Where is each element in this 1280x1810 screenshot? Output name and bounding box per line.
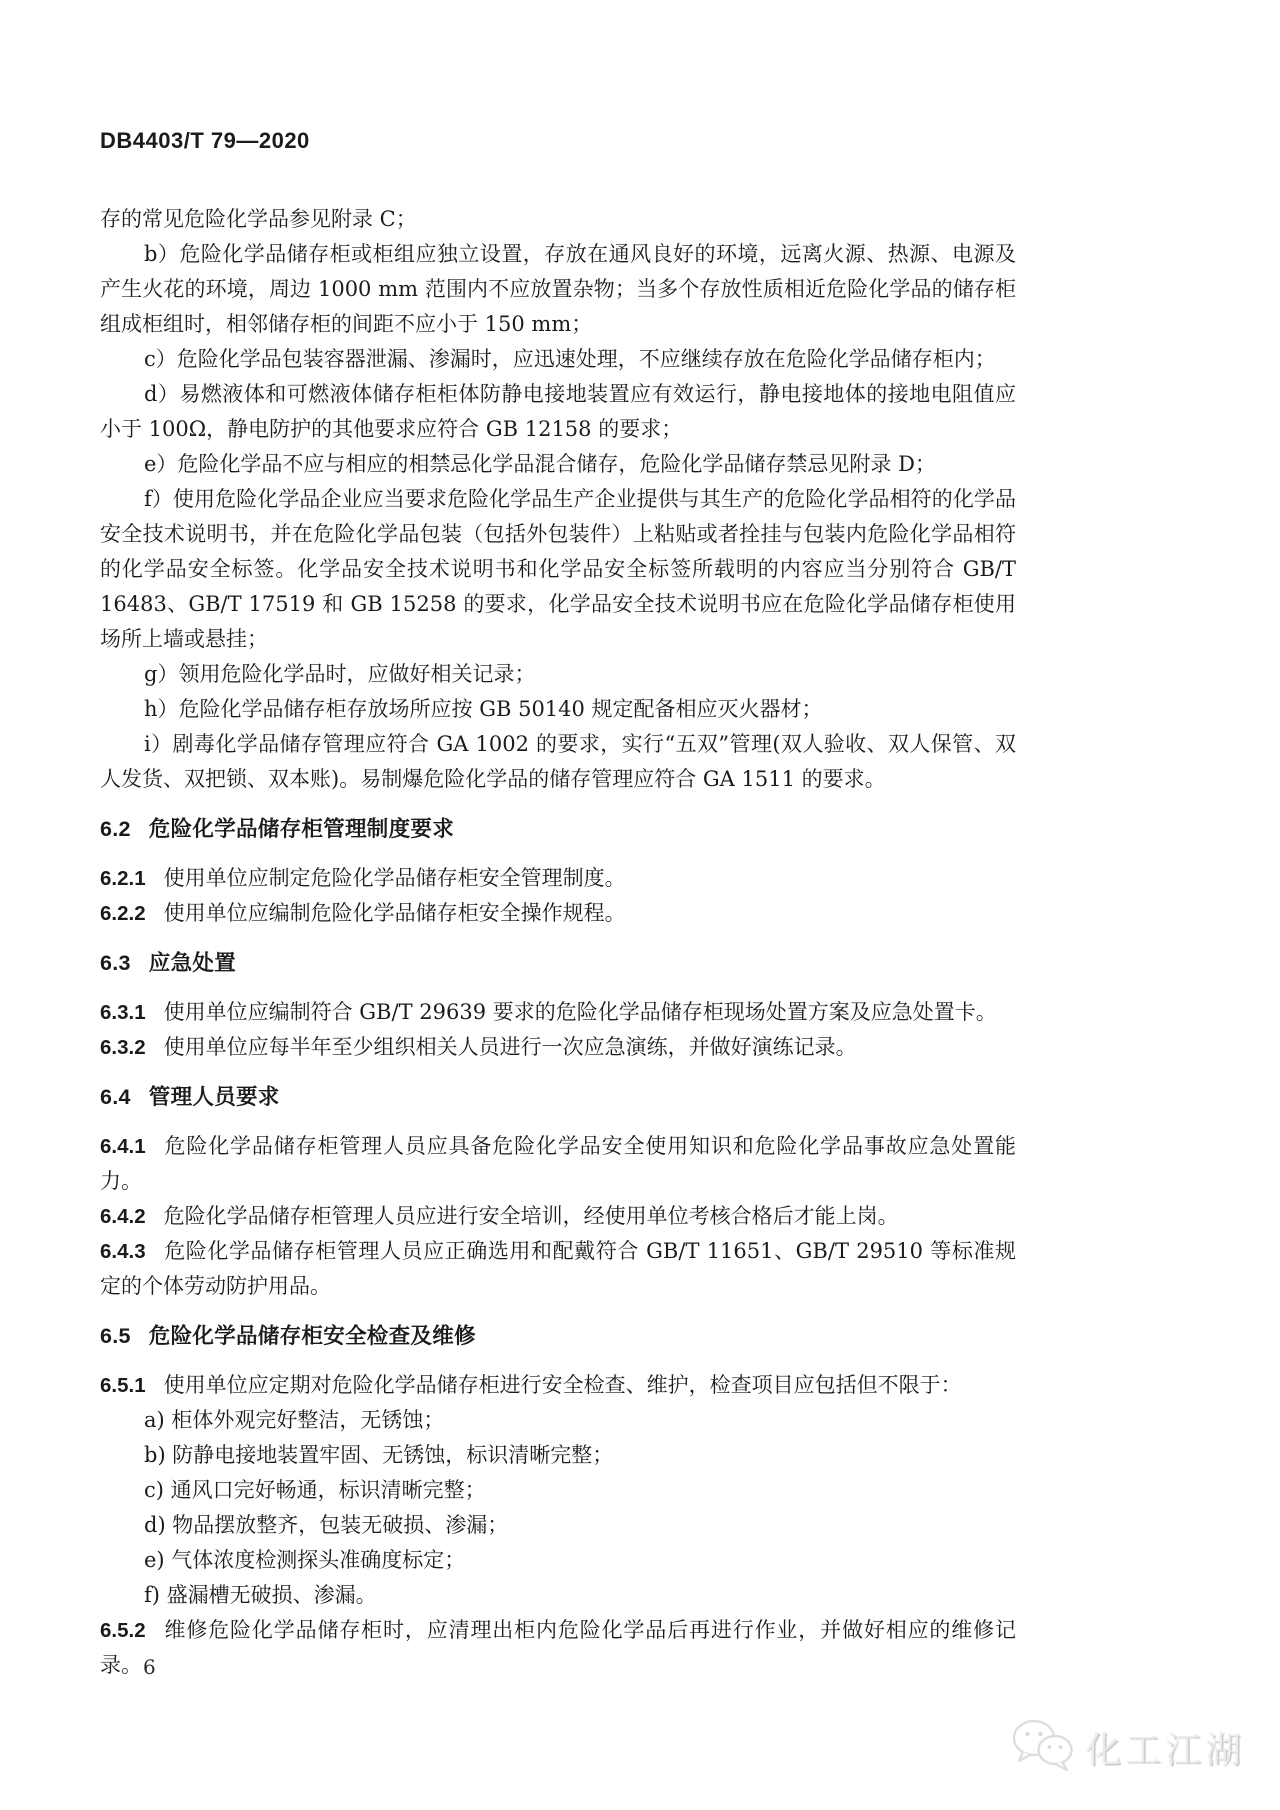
clause-text: 危险化学品储存柜管理人员应进行安全培训，经使用单位考核合格后才能上岗。: [163, 1204, 899, 1228]
doc-code: DB4403/T 79—2020: [100, 128, 310, 153]
section-number: 6.5: [100, 1324, 131, 1348]
checklist-item-c: c) 通风口完好畅通，标识清晰完整；: [144, 1478, 486, 1502]
checklist-item-e: e) 气体浓度检测探头准确度标定；: [144, 1548, 466, 1572]
clause-number: 6.4.1: [100, 1135, 146, 1158]
clause-text: 使用单位应编制符合 GB/T 29639 要求的危险化学品储存柜现场处置方案及应急处置卡。: [163, 1000, 997, 1024]
watermark-text: 化工江湖: [1084, 1728, 1245, 1770]
clause-6-4-1: [100, 1129, 1016, 1199]
clause-6-4-3: [100, 1234, 1016, 1304]
clause-text: 使用单位应制定危险化学品储存柜安全管理制度。: [163, 866, 626, 890]
intro-continuation-line: 存的常见危险化学品参见附录 C；: [100, 207, 417, 231]
clause-6-3-1: [100, 995, 1016, 1030]
watermark: [1011, 1717, 1245, 1777]
clause-6-2-1: [100, 861, 1016, 896]
clause-text: 使用单位应每半年至少组织相关人员进行一次应急演练，并做好演练记录。: [163, 1035, 857, 1059]
clause-number: 6.4.2: [100, 1205, 146, 1228]
section-title: 危险化学品储存柜管理制度要求: [148, 817, 454, 841]
section-title: 危险化学品储存柜安全检查及维修: [148, 1324, 476, 1348]
section-heading-6-4: [100, 1080, 1016, 1115]
list-item-e: e）危险化学品不应与相应的相禁忌化学品混合储存，危险化学品储存禁忌见附录 D；: [144, 452, 936, 476]
checklist-item-f: f) 盛漏槽无破损、渗漏。: [144, 1583, 377, 1607]
list-item-g: g）领用危险化学品时，应做好相关记录；: [144, 662, 536, 686]
list-item-h: h）危险化学品储存柜存放场所应按 GB 50140 规定配备相应灭火器材；: [144, 697, 823, 721]
section-number: 6.3: [100, 951, 131, 975]
checklist-item-b: b) 防静电接地装置牢固、无锈蚀，标识清晰完整；: [144, 1443, 614, 1467]
checklist-item-a: a) 柜体外观完好整洁，无锈蚀；: [144, 1408, 445, 1432]
clause-number: 6.3.1: [100, 1001, 146, 1024]
list-item-i: i）剧毒化学品储存管理应符合 GA 1002 的要求，实行“五双”管理(双人验收、双人保管、双人发货、双把锁、双本账)。易制爆危险化学品的储存管理应符合 GA 1511 的要求。: [100, 732, 1016, 791]
section-title: 管理人员要求: [148, 1085, 280, 1109]
clause-number: 6.3.2: [100, 1036, 146, 1059]
section-heading-6-5: [100, 1319, 1016, 1354]
clause-6-5-1: [100, 1368, 1016, 1403]
clause-6-4-2: [100, 1199, 1016, 1234]
page-number: 6: [143, 1655, 156, 1679]
clause-text: 使用单位应编制危险化学品储存柜安全操作规程。: [163, 901, 626, 925]
clause-number: 6.4.3: [100, 1240, 146, 1263]
clause-number: 6.2.1: [100, 867, 146, 890]
section-number: 6.4: [100, 1085, 131, 1109]
clause-text: 使用单位应定期对危险化学品储存柜进行安全检查、维护，检查项目应包括但不限于：: [163, 1373, 962, 1397]
section-heading-6-2: [100, 812, 1016, 847]
clause-number: 6.5.2: [100, 1619, 146, 1642]
clause-6-2-2: [100, 896, 1016, 931]
clause-text: 维修危险化学品储存柜时，应清理出柜内危险化学品后再进行作业，并做好相应的维修记录。: [100, 1618, 1016, 1677]
section-number: 6.2: [100, 817, 131, 841]
list-item-d: d）易燃液体和可燃液体储存柜柜体防静电接地装置应有效运行，静电接地体的接地电阻值应小于 100Ω，静电防护的其他要求应符合 GB 12158 的要求；: [100, 382, 1016, 441]
section-heading-6-3: [100, 946, 1016, 981]
list-item-c: c）危险化学品包装容器泄漏、渗漏时，应迅速处理，不应继续存放在危险化学品储存柜内；: [144, 347, 996, 371]
clause-number: 6.2.2: [100, 902, 146, 925]
list-item-f: f）使用危险化学品企业应当要求危险化学品生产企业提供与其生产的危险化学品相符的化学品安全技术说明书，并在危险化学品包装（包括外包装件）上粘贴或者拴挂与包装内危险化学品相符的化学品安全标签。化学品安全技术说明书和化学品安全标签所载明的内容应当分别符合 GB/T 16483、GB/T 17519 和 GB 15258 的要求，化学品安全技术说明书应在危险化学品储存柜使用场所上墙或悬挂；: [100, 487, 1016, 651]
section-title: 应急处置: [148, 951, 236, 975]
checklist-6-5-1: [100, 1403, 1016, 1613]
page-content: [100, 128, 1016, 1683]
checklist-item-d: d) 物品摆放整齐，包装无破损、渗漏；: [144, 1513, 509, 1537]
wechat-icon: [1011, 1717, 1075, 1777]
clause-text: 危险化学品储存柜管理人员应正确选用和配戴符合 GB/T 11651、GB/T 29510 等标准规定的个体劳动防护用品。: [100, 1239, 1016, 1298]
list-item-b: b）危险化学品储存柜或柜组应独立设置，存放在通风良好的环境，远离火源、热源、电源及产生火花的环境，周边 1000 mm 范围内不应放置杂物；当多个存放性质相近危险化学品的储存柜组成柜组时，相邻储存柜的间距不应小于 150 mm；: [100, 242, 1016, 336]
clause-number: 6.5.1: [100, 1374, 146, 1397]
clause-text: 危险化学品储存柜管理人员应具备危险化学品安全使用知识和危险化学品事故应急处置能力。: [100, 1134, 1016, 1193]
clause-6-3-2: [100, 1030, 1016, 1065]
clause-6-5-2: [100, 1613, 1016, 1683]
